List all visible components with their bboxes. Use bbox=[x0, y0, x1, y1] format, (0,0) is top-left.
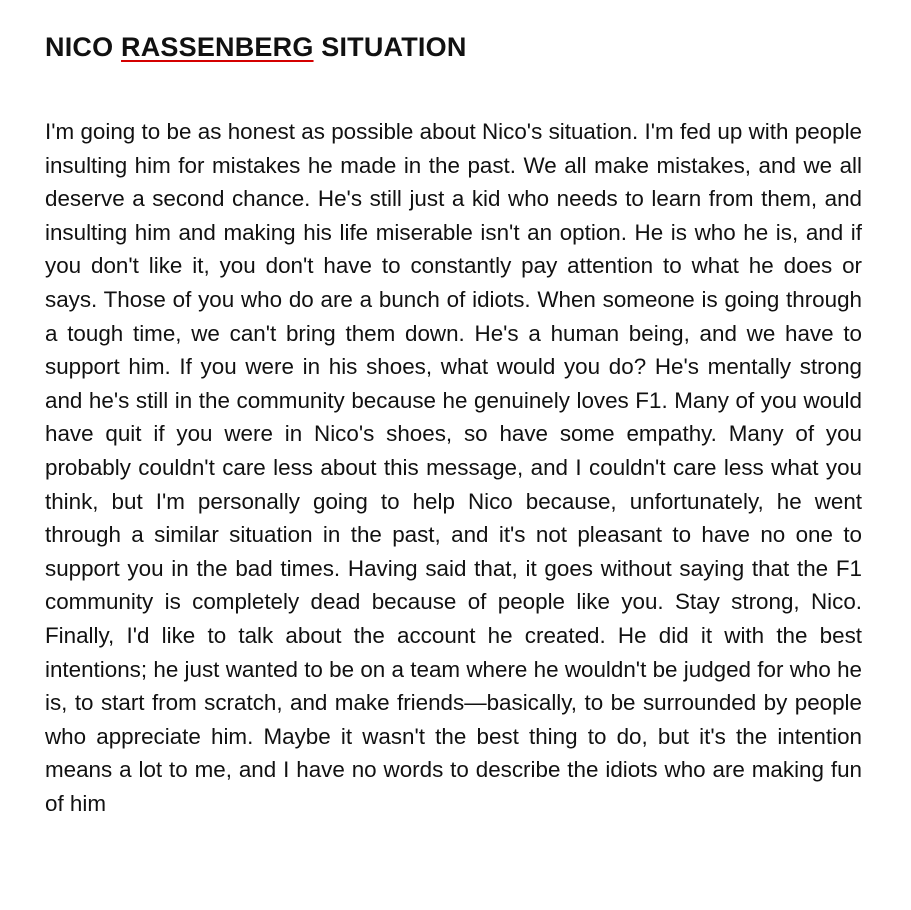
title-flagged-word[interactable]: RASSENBERG bbox=[121, 32, 314, 62]
document-body: I'm going to be as honest as possible about Nico's situation. I'm fed up with people insulting him for mistakes he made in the past. We all make mistakes, and we all deserve a second chance. He's still just a kid who needs to learn from them, and insulting him and making his life miserable isn't an option. He is who he is, and if you don't like it, you don't have to constantly pay attention to what he does or says. Those of you who do are a bunch of idiots. When someone is going through a tough time, we can't bring them down. He's a human being, and we have to support him. If you were in his shoes, what would you do? He's mentally strong and he's still in the community because he genuinely loves F1. Many of you would have quit if you were in Nico's shoes, so have some empathy. Many of you probably couldn't care less about this message, and I couldn't care less what you think, but I'm personally going to help Nico because, unfortunately, he went through a similar situation in the past, and it's not pleasant to have no one to support you in the bad times. Having said that, it goes without saying that the F1 community is completely dead because of people like you. Stay strong, Nico. Finally, I'd like to talk about the account he created. He did it with the best intentions; he just wanted to be on a team where he wouldn't be judged for who he is, to start from scratch, and make friends—basically, to be surrounded by people who appreciate him. Maybe it wasn't the best thing to do, but it's the intention means a lot to me, and I have no words to describe the idiots who are making fun of him bbox=[45, 119, 862, 816]
title-prefix: NICO bbox=[45, 32, 122, 62]
title-suffix: SITUATION bbox=[313, 32, 467, 62]
document-page bbox=[45, 28, 862, 816]
document-title bbox=[45, 28, 862, 66]
